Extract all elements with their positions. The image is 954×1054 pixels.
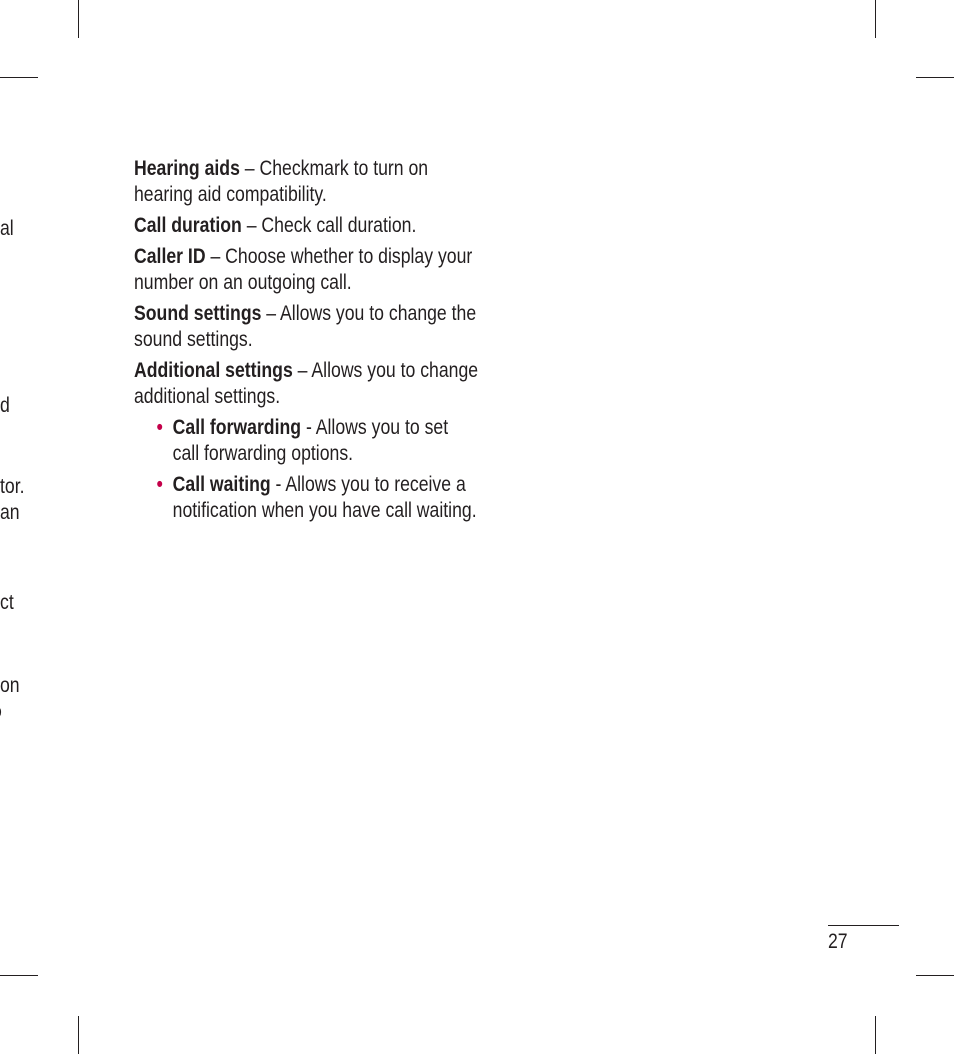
crop-mark-top-right-horizontal — [916, 77, 954, 78]
crop-mark-bottom-left-vertical — [78, 1016, 79, 1054]
entry-term: Sound settings — [134, 302, 262, 325]
edge-fragment: an — [0, 501, 20, 524]
entry-description: – Check call duration. — [241, 214, 417, 237]
page-number-rule — [828, 925, 899, 926]
settings-description-list — [134, 156, 478, 529]
edge-fragment: ct — [0, 591, 14, 614]
crop-mark-top-left-horizontal — [0, 77, 38, 78]
edge-fragment: on — [0, 674, 20, 697]
crop-mark-top-right-vertical — [875, 0, 876, 38]
entry-caller-id — [134, 244, 478, 296]
crop-mark-bottom-right-horizontal — [916, 975, 954, 976]
entry-hearing-aids — [134, 156, 478, 208]
bullet-description: - Allows you to set call forwarding options. — [172, 416, 449, 465]
bullet-dot-icon: • — [156, 473, 163, 496]
crop-mark-bottom-right-vertical — [875, 1016, 876, 1054]
entry-additional-settings — [134, 358, 478, 410]
entry-call-duration — [134, 213, 478, 239]
bullet-description: - Allows you to receive a notification when you have call waiting. — [172, 473, 477, 522]
edge-fragment — [0, 699, 2, 725]
bullet-call-waiting — [134, 472, 478, 524]
entry-term: Call duration — [134, 214, 242, 237]
entry-description: – Checkmark to turn on hearing aid compatibility. — [134, 157, 429, 206]
entry-term: Additional settings — [134, 359, 293, 382]
bullet-term: Call forwarding — [172, 416, 302, 439]
entry-sound-settings — [134, 301, 478, 353]
crop-mark-bottom-left-horizontal — [0, 975, 38, 976]
entry-description: – Choose whether to display your number on an outgoing call. — [134, 245, 473, 294]
entry-description: – Allows you to change additional settings. — [134, 359, 479, 408]
bullet-term: Call waiting — [172, 473, 271, 496]
edge-fragment: al — [0, 217, 14, 240]
edge-fragment: tor. — [0, 475, 25, 498]
entry-description: – Allows you to change the sound settings. — [134, 302, 477, 351]
entry-term: Hearing aids — [134, 157, 240, 180]
bullet-dot-icon: • — [156, 416, 163, 439]
page-number: 27 — [828, 930, 848, 953]
bullet-call-forwarding — [134, 415, 478, 467]
edge-fragment: d — [0, 394, 10, 417]
entry-term: Caller ID — [134, 245, 206, 268]
crop-mark-top-left-vertical — [78, 0, 79, 38]
